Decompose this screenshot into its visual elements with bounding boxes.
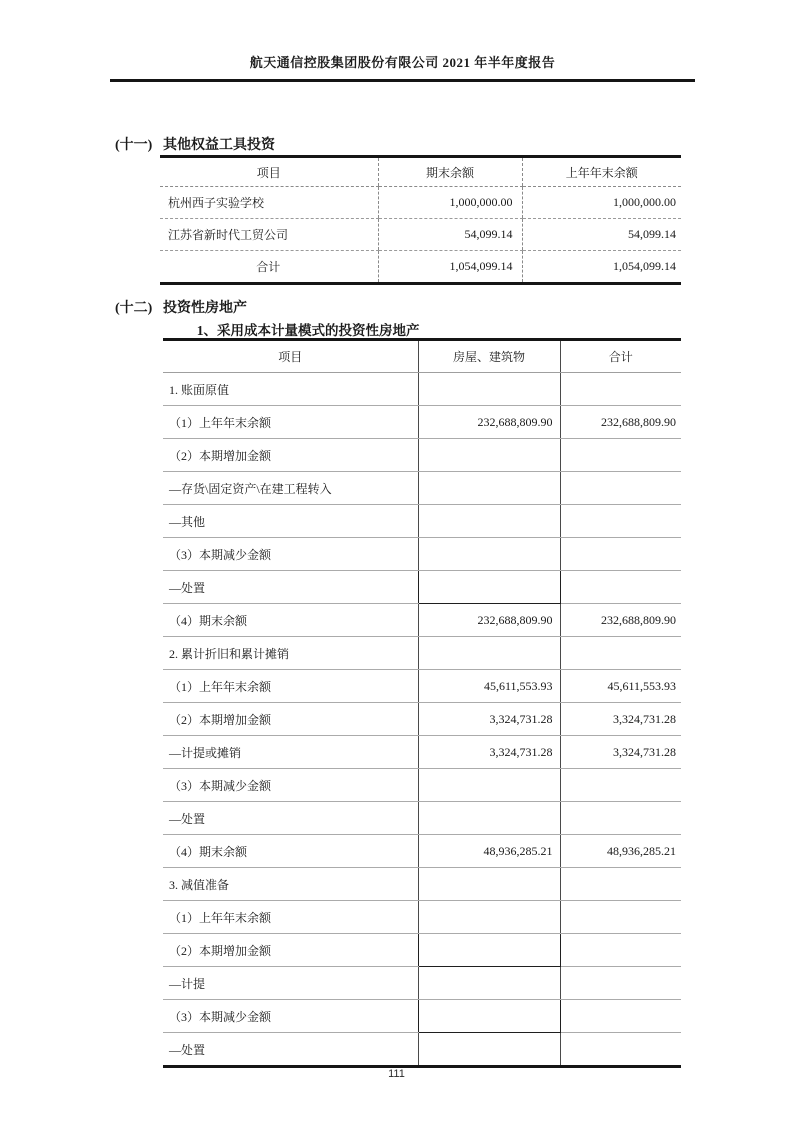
row-value (560, 868, 681, 901)
row-value: 1,000,000.00 (522, 187, 681, 219)
section-heading-11 (115, 134, 275, 154)
row-label: —计提或摊销 (163, 736, 418, 769)
column-header: 项目 (163, 340, 418, 373)
row-value (418, 472, 560, 505)
table-header-row (163, 340, 681, 373)
row-value: 54,099.14 (522, 219, 681, 251)
table-row (163, 934, 681, 967)
subsection-number: 1、 (196, 323, 217, 338)
investment-property-table (163, 338, 681, 1068)
row-value (418, 505, 560, 538)
section-heading-12 (115, 297, 247, 317)
table-row (160, 219, 681, 251)
row-value (418, 439, 560, 472)
row-value (418, 802, 560, 835)
row-value (560, 472, 681, 505)
row-value (560, 769, 681, 802)
section-index: (十一) (115, 138, 153, 153)
row-value (560, 1000, 681, 1033)
table-row (163, 373, 681, 406)
row-value (418, 868, 560, 901)
row-label: 江苏省新时代工贸公司 (160, 219, 378, 251)
row-value: 232,688,809.90 (418, 604, 560, 637)
row-value: 48,936,285.21 (418, 835, 560, 868)
row-value: 45,611,553.93 (560, 670, 681, 703)
row-value (418, 967, 560, 1000)
table-row (163, 769, 681, 802)
row-value: 3,324,731.28 (418, 703, 560, 736)
row-value: 1,054,099.14 (522, 251, 681, 284)
row-value (418, 901, 560, 934)
table-row (163, 571, 681, 604)
section-title: 投资性房地产 (163, 301, 247, 316)
property-table-body (163, 373, 681, 1067)
row-value (560, 439, 681, 472)
row-value (560, 637, 681, 670)
page-number: 111 (388, 1068, 405, 1080)
row-value: 232,688,809.90 (560, 406, 681, 439)
row-value (418, 373, 560, 406)
equity-instruments-table (160, 155, 681, 285)
row-label: （3）本期减少金额 (163, 769, 418, 802)
table-header-row (160, 157, 681, 187)
row-label: 合计 (256, 260, 281, 274)
row-value (418, 571, 560, 604)
row-label: 3. 减值准备 (163, 868, 418, 901)
table-row (163, 967, 681, 1000)
row-value (418, 934, 560, 967)
row-label: （2）本期增加金额 (163, 439, 418, 472)
row-value: 1,000,000.00 (378, 187, 522, 219)
column-header: 项目 (160, 157, 378, 187)
row-value (560, 505, 681, 538)
row-label: （3）本期减少金额 (163, 1000, 418, 1033)
table-row (163, 802, 681, 835)
subsection-heading (168, 319, 420, 339)
row-value: 1,054,099.14 (378, 251, 522, 284)
row-label: （1）上年年末余额 (163, 901, 418, 934)
row-label: （4）期末余额 (163, 604, 418, 637)
table-row (163, 1000, 681, 1033)
table-row (163, 736, 681, 769)
row-value (418, 1000, 560, 1033)
column-header: 上年年末余额 (522, 157, 681, 187)
section-title: 其他权益工具投资 (163, 138, 275, 153)
row-value (560, 967, 681, 1000)
row-value: 45,611,553.93 (418, 670, 560, 703)
equity-table-body (160, 187, 681, 284)
table-row (163, 637, 681, 670)
table-row (160, 187, 681, 219)
row-label: （4）期末余额 (163, 835, 418, 868)
table-row (163, 472, 681, 505)
column-header: 期末余额 (378, 157, 522, 187)
table-row (163, 835, 681, 868)
row-value: 3,324,731.28 (560, 703, 681, 736)
row-label: 2. 累计折旧和累计摊销 (163, 637, 418, 670)
table-row (163, 439, 681, 472)
table-row (163, 901, 681, 934)
row-value (418, 637, 560, 670)
table-row (163, 538, 681, 571)
row-label: （1）上年年末余额 (163, 670, 418, 703)
row-label: —计提 (163, 967, 418, 1000)
table-row (163, 868, 681, 901)
row-value: 232,688,809.90 (418, 406, 560, 439)
row-value: 48,936,285.21 (560, 835, 681, 868)
row-label: —处置 (163, 802, 418, 835)
row-value (560, 538, 681, 571)
table-row (163, 505, 681, 538)
subsection-title: 采用成本计量模式的投资性房地产 (217, 323, 420, 338)
row-value (560, 802, 681, 835)
row-label: —存货\固定资产\在建工程转入 (163, 472, 418, 505)
row-label: 1. 账面原值 (163, 373, 418, 406)
section-index: (十二) (115, 301, 153, 316)
row-value (560, 901, 681, 934)
column-header: 房屋、建筑物 (418, 340, 560, 373)
table-row (160, 251, 681, 284)
row-label: 杭州西子实验学校 (160, 187, 378, 219)
row-value (560, 373, 681, 406)
table-row (163, 670, 681, 703)
row-value (560, 571, 681, 604)
row-value: 54,099.14 (378, 219, 522, 251)
row-label: （2）本期增加金额 (163, 934, 418, 967)
row-label: （2）本期增加金额 (163, 703, 418, 736)
row-label: （1）上年年末余额 (163, 406, 418, 439)
table-row (163, 406, 681, 439)
row-value: 3,324,731.28 (560, 736, 681, 769)
row-value: 3,324,731.28 (418, 736, 560, 769)
row-label: —处置 (169, 1042, 206, 1057)
row-value (418, 538, 560, 571)
row-value (560, 934, 681, 967)
row-value (418, 1033, 560, 1067)
row-value: 232,688,809.90 (560, 604, 681, 637)
table-row (163, 1033, 681, 1067)
report-header-title: 航天通信控股集团股份有限公司 2021 年半年度报告 (110, 52, 695, 82)
row-label: —其他 (163, 505, 418, 538)
table-row (163, 703, 681, 736)
row-value (418, 769, 560, 802)
row-label: （3）本期减少金额 (163, 538, 418, 571)
row-value (560, 1033, 681, 1067)
column-header: 合计 (560, 340, 681, 373)
table-row (163, 604, 681, 637)
row-label: —处置 (163, 571, 418, 604)
